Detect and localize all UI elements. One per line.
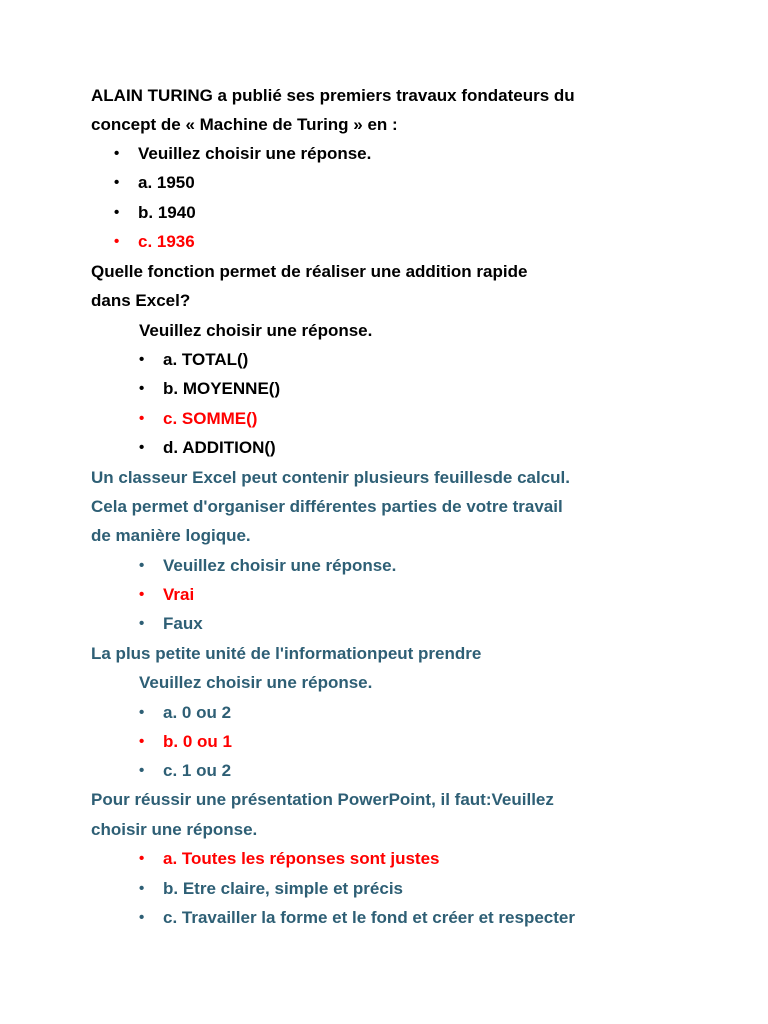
q3-option-faux[interactable]: Faux — [163, 614, 203, 633]
q5-text-line-1: Pour réussir une présentation PowerPoint, il faut:Veuillez — [91, 790, 554, 809]
q1-option-b[interactable]: b. 1940 — [138, 203, 196, 222]
q2-prompt: Veuillez choisir une réponse. — [139, 321, 373, 340]
bullet-icon: • — [139, 909, 145, 926]
bullet-icon: • — [139, 586, 145, 603]
q5-text-line-2: choisir une réponse. — [91, 820, 258, 839]
q1-text-line-2: concept de « Machine de Turing » en : — [91, 115, 398, 134]
bullet-icon: • — [114, 145, 120, 162]
q4-option-b-correct[interactable]: b. 0 ou 1 — [163, 732, 232, 751]
q2-option-a[interactable]: a. TOTAL() — [163, 350, 249, 369]
q1-option-a[interactable]: a. 1950 — [138, 173, 195, 192]
q2-option-b[interactable]: b. MOYENNE() — [163, 379, 281, 398]
q1-prompt: Veuillez choisir une réponse. — [138, 144, 372, 163]
q1-option-c-correct[interactable]: c. 1936 — [138, 232, 195, 251]
q5-option-b[interactable]: b. Etre claire, simple et précis — [163, 879, 404, 898]
q3-text-line-1: Un classeur Excel peut contenir plusieurs feuillesde calcul. — [91, 468, 571, 487]
q3-text-line-3: de manière logique. — [91, 526, 251, 545]
q3-option-vrai-correct[interactable]: Vrai — [163, 585, 195, 604]
bullet-icon: • — [139, 880, 145, 897]
bullet-icon: • — [114, 233, 120, 250]
q4-option-c[interactable]: c. 1 ou 2 — [163, 761, 232, 780]
q2-text-line-2: dans Excel? — [91, 291, 191, 310]
bullet-icon: • — [139, 762, 145, 779]
bullet-icon: • — [139, 380, 145, 397]
q1-text-line-1: ALAIN TURING a publié ses premiers travaux fondateurs du — [91, 86, 575, 105]
q2-text-line-1: Quelle fonction permet de réaliser une addition rapide — [91, 262, 528, 281]
bullet-icon: • — [139, 733, 145, 750]
q4-prompt: Veuillez choisir une réponse. — [139, 673, 373, 692]
q2-option-c-correct[interactable]: c. SOMME() — [163, 409, 258, 428]
bullet-icon: • — [139, 557, 145, 574]
bullet-icon: • — [139, 850, 145, 867]
bullet-icon: • — [114, 204, 120, 221]
bullet-icon: • — [139, 704, 145, 721]
q3-prompt: Veuillez choisir une réponse. — [163, 556, 397, 575]
bullet-icon: • — [139, 439, 145, 456]
q3-text-line-2: Cela permet d'organiser différentes parties de votre travail — [91, 497, 563, 516]
bullet-icon: • — [139, 410, 145, 427]
q4-option-a[interactable]: a. 0 ou 2 — [163, 703, 232, 722]
bullet-icon: • — [114, 174, 120, 191]
q5-option-c[interactable]: c. Travailler la forme et le fond et créer et respecter — [163, 908, 575, 927]
q2-option-d[interactable]: d. ADDITION() — [163, 438, 276, 457]
q5-option-a-correct[interactable]: a. Toutes les réponses sont justes — [163, 849, 440, 868]
q4-text-line-1: La plus petite unité de l'informationpeut prendre — [91, 644, 482, 663]
bullet-icon: • — [139, 615, 145, 632]
bullet-icon: • — [139, 351, 145, 368]
